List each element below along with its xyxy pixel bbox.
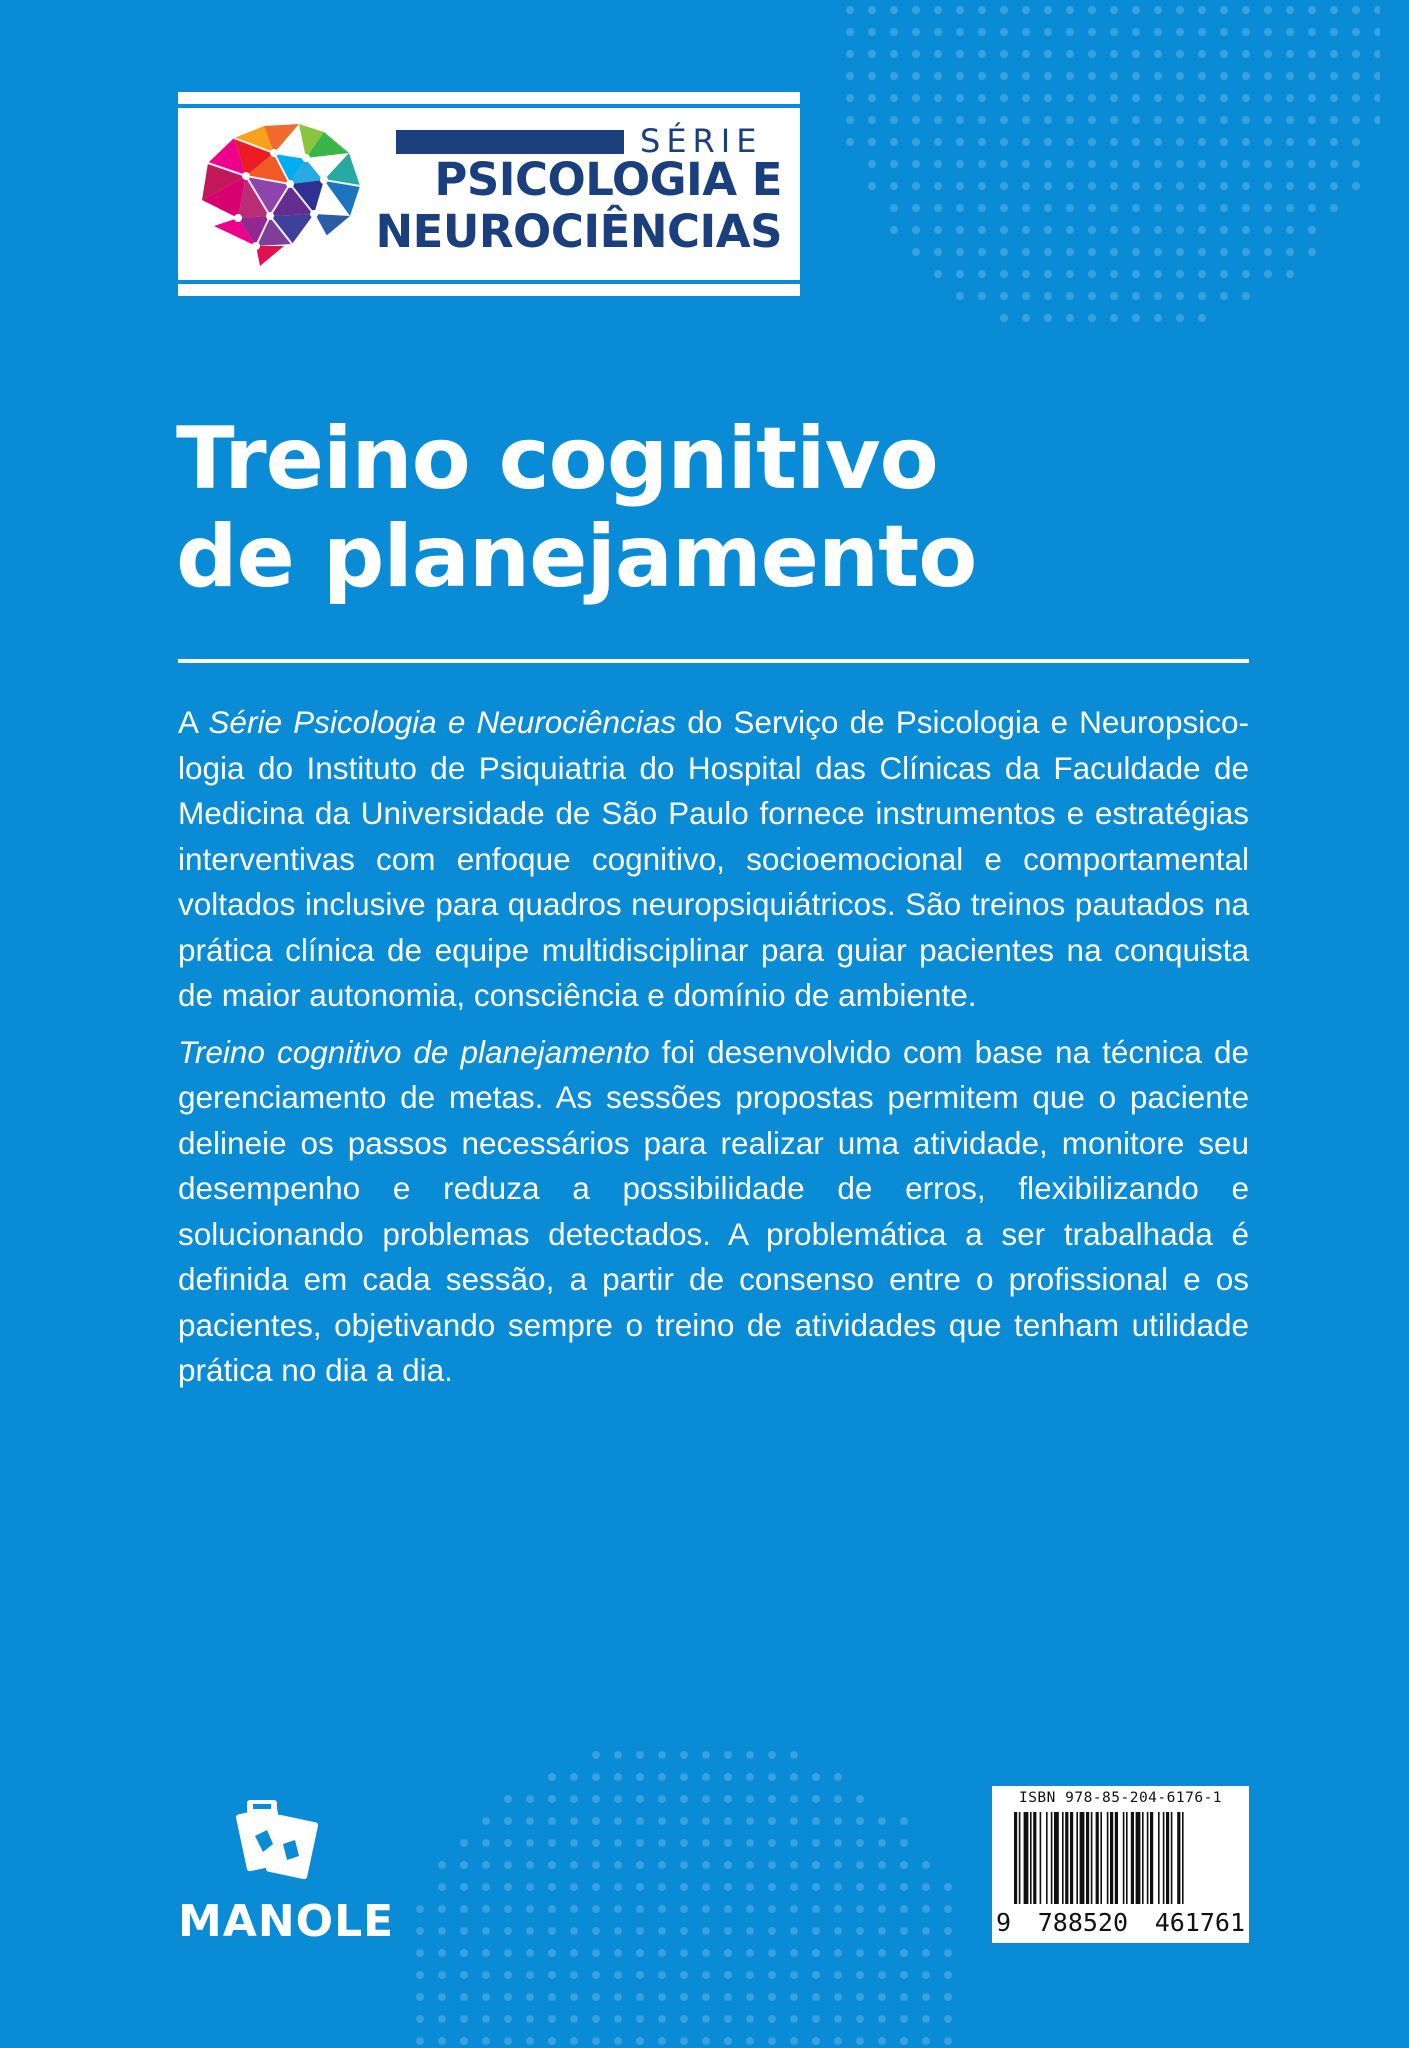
- series-name-line1: PSICOLOGIA E: [434, 153, 782, 206]
- series-prefix: SÉRIE: [640, 122, 763, 160]
- brain-icon: [194, 118, 366, 268]
- dot-pattern-bottom: [410, 1745, 970, 2048]
- p1-lead: A: [178, 704, 209, 740]
- p1-series-italic: Série Psicologia e Neurociências: [208, 704, 677, 740]
- p2-rest: foi desenvolvido com base na técnica de gerenciamento de metas. As sessões propostas permitem que o paciente delineie os passos necessários para realizar uma atividade, monitore seu desempenho e reduza a possibilidade de erros, flexibilizando e solucionando problemas detectados. A problemática a ser trabalhada é definida em cada sessão, a partir de consenso entre o profissional e os pacientes, objetivando sempre o treino de atividades que tenham utilidade prática no dia a dia.: [178, 1033, 1250, 1388]
- book-title-line1: Treino cognitivo: [176, 409, 938, 509]
- isbn-digits: [996, 1908, 1245, 1937]
- isbn-barcode: [992, 1786, 1249, 1943]
- isbn-label: ISBN 978-85-204-6176-1: [1018, 1790, 1223, 1806]
- description: [178, 700, 1249, 1405]
- series-logo: [178, 92, 800, 296]
- publisher-logo: [178, 1800, 395, 1950]
- barcode-bars: [1014, 1812, 1228, 1912]
- series-bar: [396, 130, 624, 154]
- publisher-name: MANOLE: [178, 1896, 395, 1947]
- series-name: [375, 154, 782, 258]
- description-paragraph-2: [178, 1030, 1249, 1394]
- description-paragraph-1: [178, 700, 1249, 1019]
- p1-rest: do Serviço de Psicologia e Neuropsicologia do Instituto de Psiquiatria do Hospital das Clínicas da Faculdade de Medicina da Universidade de São Paulo fornece instrumentos e estratégias interventivas com enfoque cognitivo, socioemocional e comportamental voltados inclusive para quadros neuropsiquiátricos. São treinos pautados na prática clínica de equipe multidisciplinar para guiar pacientes na conquista de maior autonomia, consciência e domínio de ambiente.: [178, 704, 1249, 1013]
- isbn-digit-group-left: 788520: [1037, 1908, 1129, 1937]
- dot-pattern-top: [840, 0, 1380, 330]
- book-title-line2: de planejamento: [176, 507, 977, 607]
- series-rule-top: [178, 104, 800, 108]
- p2-title-italic: Treino cognitivo de planejamento: [178, 1033, 650, 1070]
- isbn-digit-group-right: 461761: [1154, 1908, 1245, 1937]
- book-title: [176, 410, 1276, 606]
- title-divider: [178, 659, 1249, 663]
- isbn-digit-first: 9: [996, 1908, 1012, 1937]
- series-rule-bottom: [178, 280, 800, 284]
- manole-logo-icon: [233, 1800, 323, 1888]
- series-name-line2: NEUROCIÊNCIAS: [375, 205, 782, 258]
